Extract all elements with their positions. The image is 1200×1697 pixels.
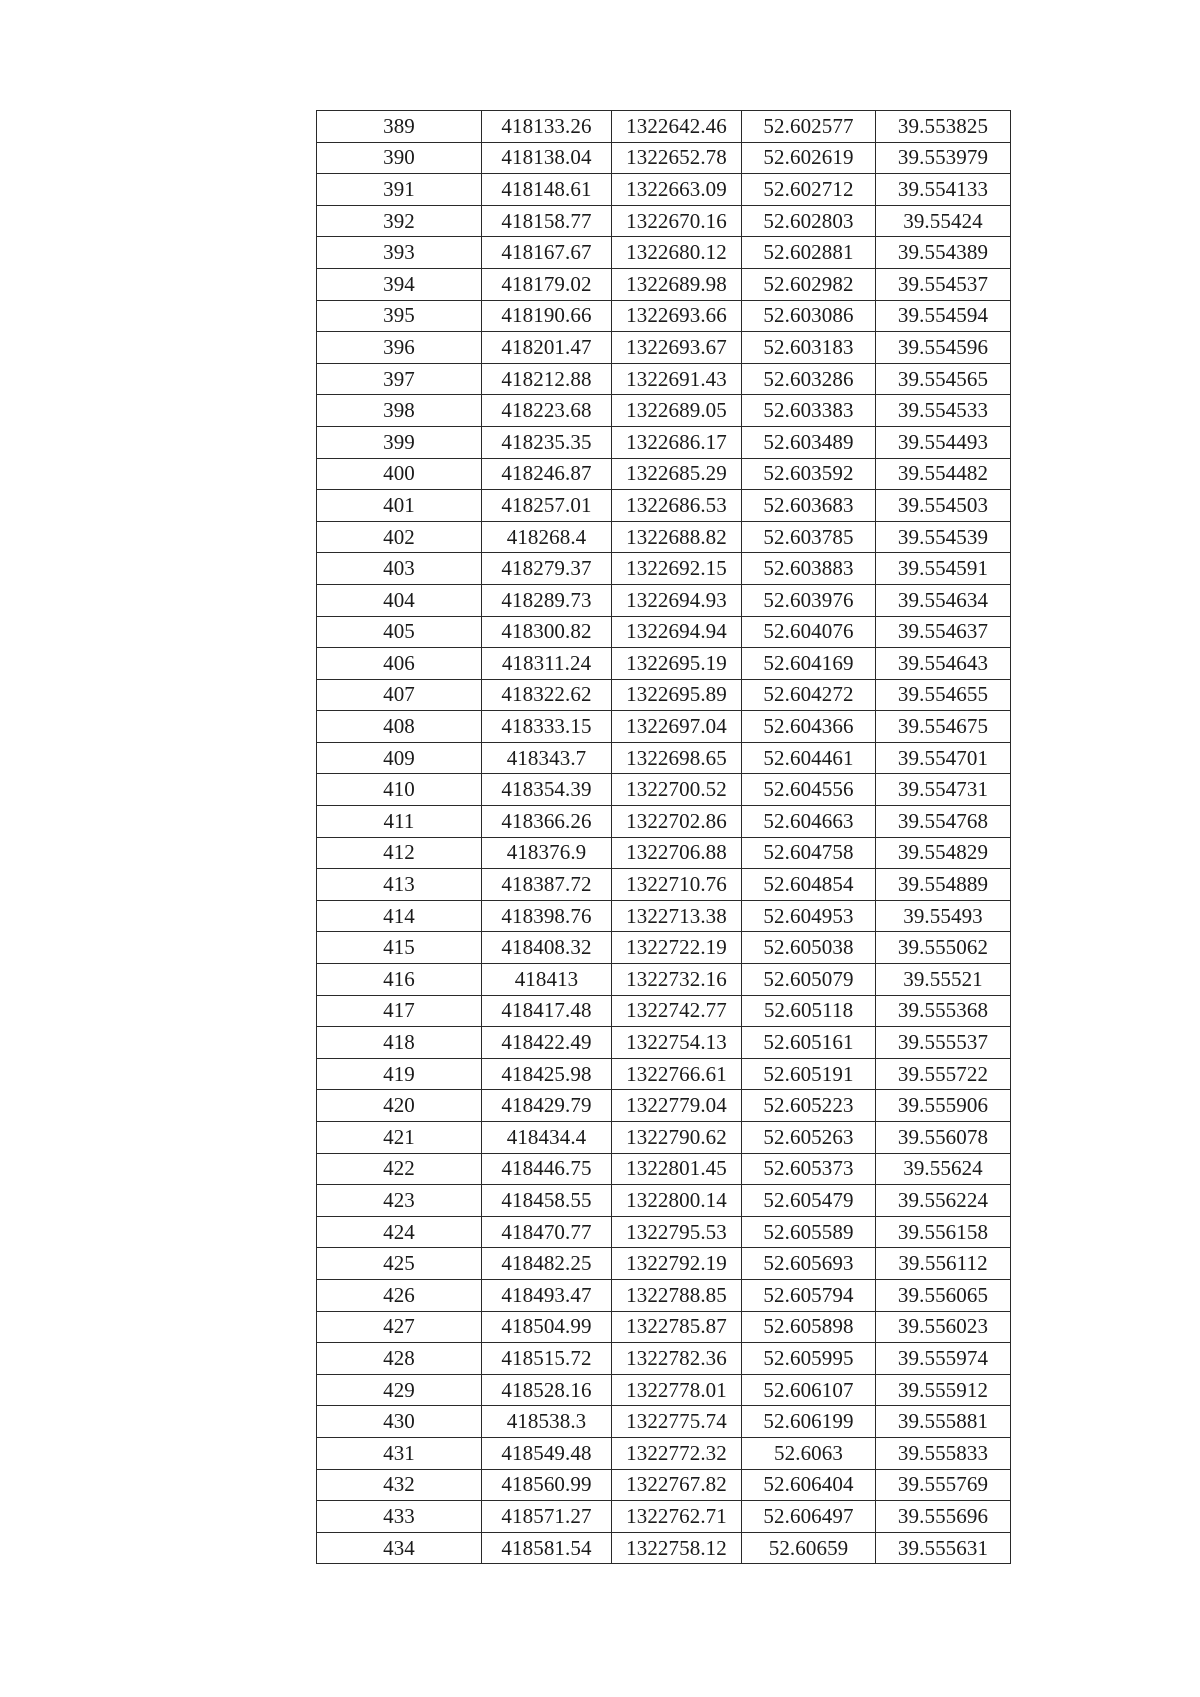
longitude-cell: 39.55424 — [876, 205, 1011, 237]
y-coordinate-cell: 1322697.04 — [612, 711, 742, 743]
longitude-cell: 39.554533 — [876, 395, 1011, 427]
y-coordinate-cell: 1322713.38 — [612, 900, 742, 932]
x-coordinate-cell: 418425.98 — [482, 1058, 612, 1090]
x-coordinate-cell: 418223.68 — [482, 395, 612, 427]
longitude-cell: 39.555912 — [876, 1374, 1011, 1406]
latitude-cell: 52.602982 — [742, 268, 876, 300]
longitude-cell: 39.556078 — [876, 1122, 1011, 1154]
latitude-cell: 52.604758 — [742, 837, 876, 869]
y-coordinate-cell: 1322695.19 — [612, 648, 742, 680]
x-coordinate-cell: 418246.87 — [482, 458, 612, 490]
y-coordinate-cell: 1322706.88 — [612, 837, 742, 869]
table-row — [317, 490, 1011, 522]
y-coordinate-cell: 1322698.65 — [612, 742, 742, 774]
y-coordinate-cell: 1322779.04 — [612, 1090, 742, 1122]
latitude-cell: 52.603183 — [742, 332, 876, 364]
latitude-cell: 52.603489 — [742, 426, 876, 458]
x-coordinate-cell: 418408.32 — [482, 932, 612, 964]
y-coordinate-cell: 1322710.76 — [612, 869, 742, 901]
y-coordinate-cell: 1322795.53 — [612, 1216, 742, 1248]
point-number-cell: 425 — [317, 1248, 482, 1280]
point-number-cell: 418 — [317, 1027, 482, 1059]
table-row — [317, 1437, 1011, 1469]
point-number-cell: 403 — [317, 553, 482, 585]
table-row — [317, 363, 1011, 395]
longitude-cell: 39.554637 — [876, 616, 1011, 648]
latitude-cell: 52.603383 — [742, 395, 876, 427]
longitude-cell: 39.55624 — [876, 1153, 1011, 1185]
table-row — [317, 1122, 1011, 1154]
y-coordinate-cell: 1322693.66 — [612, 300, 742, 332]
latitude-cell: 52.603883 — [742, 553, 876, 585]
longitude-cell: 39.554493 — [876, 426, 1011, 458]
table-row — [317, 711, 1011, 743]
table-row — [317, 268, 1011, 300]
point-number-cell: 434 — [317, 1532, 482, 1564]
table-row — [317, 426, 1011, 458]
point-number-cell: 426 — [317, 1279, 482, 1311]
point-number-cell: 416 — [317, 964, 482, 996]
latitude-cell: 52.605079 — [742, 964, 876, 996]
point-number-cell: 423 — [317, 1185, 482, 1217]
y-coordinate-cell: 1322689.98 — [612, 268, 742, 300]
table-row — [317, 806, 1011, 838]
table-row — [317, 237, 1011, 269]
latitude-cell: 52.606404 — [742, 1469, 876, 1501]
latitude-cell: 52.605898 — [742, 1311, 876, 1343]
x-coordinate-cell: 418387.72 — [482, 869, 612, 901]
longitude-cell: 39.554634 — [876, 584, 1011, 616]
y-coordinate-cell: 1322766.61 — [612, 1058, 742, 1090]
x-coordinate-cell: 418515.72 — [482, 1343, 612, 1375]
point-number-cell: 389 — [317, 111, 482, 143]
point-number-cell: 408 — [317, 711, 482, 743]
longitude-cell: 39.554482 — [876, 458, 1011, 490]
y-coordinate-cell: 1322722.19 — [612, 932, 742, 964]
y-coordinate-cell: 1322692.15 — [612, 553, 742, 585]
x-coordinate-cell: 418538.3 — [482, 1406, 612, 1438]
x-coordinate-cell: 418133.26 — [482, 111, 612, 143]
latitude-cell: 52.604366 — [742, 711, 876, 743]
point-number-cell: 395 — [317, 300, 482, 332]
longitude-cell: 39.554537 — [876, 268, 1011, 300]
x-coordinate-cell: 418190.66 — [482, 300, 612, 332]
y-coordinate-cell: 1322642.46 — [612, 111, 742, 143]
latitude-cell: 52.602803 — [742, 205, 876, 237]
x-coordinate-cell: 418422.49 — [482, 1027, 612, 1059]
y-coordinate-cell: 1322686.53 — [612, 490, 742, 522]
table-row — [317, 584, 1011, 616]
longitude-cell: 39.554133 — [876, 174, 1011, 206]
latitude-cell: 52.604169 — [742, 648, 876, 680]
latitude-cell: 52.605693 — [742, 1248, 876, 1280]
x-coordinate-cell: 418212.88 — [482, 363, 612, 395]
point-number-cell: 397 — [317, 363, 482, 395]
x-coordinate-cell: 418376.9 — [482, 837, 612, 869]
table-row — [317, 679, 1011, 711]
point-number-cell: 407 — [317, 679, 482, 711]
table-row — [317, 964, 1011, 996]
y-coordinate-cell: 1322702.86 — [612, 806, 742, 838]
longitude-cell: 39.556224 — [876, 1185, 1011, 1217]
y-coordinate-cell: 1322694.94 — [612, 616, 742, 648]
longitude-cell: 39.555769 — [876, 1469, 1011, 1501]
table-row — [317, 648, 1011, 680]
latitude-cell: 52.603592 — [742, 458, 876, 490]
y-coordinate-cell: 1322693.67 — [612, 332, 742, 364]
longitude-cell: 39.554596 — [876, 332, 1011, 364]
latitude-cell: 52.604272 — [742, 679, 876, 711]
table-row — [317, 1248, 1011, 1280]
table-row — [317, 742, 1011, 774]
longitude-cell: 39.553825 — [876, 111, 1011, 143]
x-coordinate-cell: 418470.77 — [482, 1216, 612, 1248]
y-coordinate-cell: 1322686.17 — [612, 426, 742, 458]
y-coordinate-cell: 1322732.16 — [612, 964, 742, 996]
x-coordinate-cell: 418434.4 — [482, 1122, 612, 1154]
table-row — [317, 837, 1011, 869]
x-coordinate-cell: 418413 — [482, 964, 612, 996]
y-coordinate-cell: 1322778.01 — [612, 1374, 742, 1406]
coordinates-table-body — [317, 111, 1011, 1564]
longitude-cell: 39.553979 — [876, 142, 1011, 174]
latitude-cell: 52.604663 — [742, 806, 876, 838]
table-row — [317, 1532, 1011, 1564]
table-row — [317, 616, 1011, 648]
table-row — [317, 900, 1011, 932]
point-number-cell: 420 — [317, 1090, 482, 1122]
point-number-cell: 419 — [317, 1058, 482, 1090]
table-row — [317, 1469, 1011, 1501]
latitude-cell: 52.606497 — [742, 1501, 876, 1533]
longitude-cell: 39.554829 — [876, 837, 1011, 869]
point-number-cell: 414 — [317, 900, 482, 932]
y-coordinate-cell: 1322775.74 — [612, 1406, 742, 1438]
latitude-cell: 52.604556 — [742, 774, 876, 806]
latitude-cell: 52.605794 — [742, 1279, 876, 1311]
latitude-cell: 52.606199 — [742, 1406, 876, 1438]
table-row — [317, 1501, 1011, 1533]
x-coordinate-cell: 418300.82 — [482, 616, 612, 648]
longitude-cell: 39.554594 — [876, 300, 1011, 332]
x-coordinate-cell: 418528.16 — [482, 1374, 612, 1406]
x-coordinate-cell: 418179.02 — [482, 268, 612, 300]
point-number-cell: 392 — [317, 205, 482, 237]
y-coordinate-cell: 1322663.09 — [612, 174, 742, 206]
latitude-cell: 52.602577 — [742, 111, 876, 143]
longitude-cell: 39.555696 — [876, 1501, 1011, 1533]
point-number-cell: 405 — [317, 616, 482, 648]
x-coordinate-cell: 418446.75 — [482, 1153, 612, 1185]
point-number-cell: 398 — [317, 395, 482, 427]
latitude-cell: 52.603683 — [742, 490, 876, 522]
point-number-cell: 433 — [317, 1501, 482, 1533]
point-number-cell: 391 — [317, 174, 482, 206]
y-coordinate-cell: 1322767.82 — [612, 1469, 742, 1501]
table-row — [317, 1185, 1011, 1217]
point-number-cell: 430 — [317, 1406, 482, 1438]
point-number-cell: 413 — [317, 869, 482, 901]
table-row — [317, 774, 1011, 806]
table-row — [317, 553, 1011, 585]
table-row — [317, 932, 1011, 964]
table-row — [317, 1279, 1011, 1311]
latitude-cell: 52.604953 — [742, 900, 876, 932]
y-coordinate-cell: 1322788.85 — [612, 1279, 742, 1311]
latitude-cell: 52.604854 — [742, 869, 876, 901]
y-coordinate-cell: 1322689.05 — [612, 395, 742, 427]
table-row — [317, 1343, 1011, 1375]
table-row — [317, 111, 1011, 143]
y-coordinate-cell: 1322691.43 — [612, 363, 742, 395]
x-coordinate-cell: 418257.01 — [482, 490, 612, 522]
table-row — [317, 300, 1011, 332]
y-coordinate-cell: 1322800.14 — [612, 1185, 742, 1217]
latitude-cell: 52.605479 — [742, 1185, 876, 1217]
x-coordinate-cell: 418289.73 — [482, 584, 612, 616]
y-coordinate-cell: 1322801.45 — [612, 1153, 742, 1185]
longitude-cell: 39.554731 — [876, 774, 1011, 806]
y-coordinate-cell: 1322790.62 — [612, 1122, 742, 1154]
latitude-cell: 52.603086 — [742, 300, 876, 332]
y-coordinate-cell: 1322772.32 — [612, 1437, 742, 1469]
longitude-cell: 39.555906 — [876, 1090, 1011, 1122]
y-coordinate-cell: 1322652.78 — [612, 142, 742, 174]
x-coordinate-cell: 418458.55 — [482, 1185, 612, 1217]
table-row — [317, 458, 1011, 490]
point-number-cell: 401 — [317, 490, 482, 522]
table-row — [317, 1090, 1011, 1122]
point-number-cell: 400 — [317, 458, 482, 490]
point-number-cell: 399 — [317, 426, 482, 458]
table-row — [317, 1058, 1011, 1090]
longitude-cell: 39.554565 — [876, 363, 1011, 395]
x-coordinate-cell: 418560.99 — [482, 1469, 612, 1501]
y-coordinate-cell: 1322695.89 — [612, 679, 742, 711]
x-coordinate-cell: 418235.35 — [482, 426, 612, 458]
longitude-cell: 39.556158 — [876, 1216, 1011, 1248]
x-coordinate-cell: 418333.15 — [482, 711, 612, 743]
x-coordinate-cell: 418417.48 — [482, 995, 612, 1027]
latitude-cell: 52.603976 — [742, 584, 876, 616]
x-coordinate-cell: 418148.61 — [482, 174, 612, 206]
longitude-cell: 39.554701 — [876, 742, 1011, 774]
longitude-cell: 39.554389 — [876, 237, 1011, 269]
y-coordinate-cell: 1322688.82 — [612, 521, 742, 553]
point-number-cell: 410 — [317, 774, 482, 806]
longitude-cell: 39.555062 — [876, 932, 1011, 964]
coordinates-table — [316, 110, 1011, 1564]
table-row — [317, 174, 1011, 206]
x-coordinate-cell: 418354.39 — [482, 774, 612, 806]
table-row — [317, 1027, 1011, 1059]
point-number-cell: 431 — [317, 1437, 482, 1469]
longitude-cell: 39.555833 — [876, 1437, 1011, 1469]
x-coordinate-cell: 418571.27 — [482, 1501, 612, 1533]
table-row — [317, 1311, 1011, 1343]
longitude-cell: 39.555368 — [876, 995, 1011, 1027]
latitude-cell: 52.605263 — [742, 1122, 876, 1154]
y-coordinate-cell: 1322670.16 — [612, 205, 742, 237]
point-number-cell: 409 — [317, 742, 482, 774]
x-coordinate-cell: 418482.25 — [482, 1248, 612, 1280]
y-coordinate-cell: 1322685.29 — [612, 458, 742, 490]
latitude-cell: 52.604076 — [742, 616, 876, 648]
latitude-cell: 52.603785 — [742, 521, 876, 553]
longitude-cell: 39.55521 — [876, 964, 1011, 996]
x-coordinate-cell: 418366.26 — [482, 806, 612, 838]
x-coordinate-cell: 418581.54 — [482, 1532, 612, 1564]
y-coordinate-cell: 1322742.77 — [612, 995, 742, 1027]
longitude-cell: 39.554503 — [876, 490, 1011, 522]
longitude-cell: 39.556065 — [876, 1279, 1011, 1311]
latitude-cell: 52.602619 — [742, 142, 876, 174]
longitude-cell: 39.554591 — [876, 553, 1011, 585]
x-coordinate-cell: 418138.04 — [482, 142, 612, 174]
table-row — [317, 869, 1011, 901]
point-number-cell: 412 — [317, 837, 482, 869]
point-number-cell: 427 — [317, 1311, 482, 1343]
latitude-cell: 52.6063 — [742, 1437, 876, 1469]
latitude-cell: 52.602712 — [742, 174, 876, 206]
x-coordinate-cell: 418343.7 — [482, 742, 612, 774]
latitude-cell: 52.60659 — [742, 1532, 876, 1564]
table-row — [317, 142, 1011, 174]
longitude-cell: 39.554539 — [876, 521, 1011, 553]
longitude-cell: 39.555722 — [876, 1058, 1011, 1090]
point-number-cell: 406 — [317, 648, 482, 680]
y-coordinate-cell: 1322782.36 — [612, 1343, 742, 1375]
latitude-cell: 52.605373 — [742, 1153, 876, 1185]
x-coordinate-cell: 418158.77 — [482, 205, 612, 237]
table-row — [317, 1406, 1011, 1438]
point-number-cell: 417 — [317, 995, 482, 1027]
point-number-cell: 415 — [317, 932, 482, 964]
latitude-cell: 52.602881 — [742, 237, 876, 269]
table-row — [317, 205, 1011, 237]
latitude-cell: 52.605589 — [742, 1216, 876, 1248]
y-coordinate-cell: 1322792.19 — [612, 1248, 742, 1280]
y-coordinate-cell: 1322762.71 — [612, 1501, 742, 1533]
point-number-cell: 390 — [317, 142, 482, 174]
x-coordinate-cell: 418493.47 — [482, 1279, 612, 1311]
point-number-cell: 429 — [317, 1374, 482, 1406]
longitude-cell: 39.555974 — [876, 1343, 1011, 1375]
point-number-cell: 422 — [317, 1153, 482, 1185]
longitude-cell: 39.554768 — [876, 806, 1011, 838]
x-coordinate-cell: 418279.37 — [482, 553, 612, 585]
longitude-cell: 39.556112 — [876, 1248, 1011, 1280]
table-row — [317, 1374, 1011, 1406]
table-row — [317, 995, 1011, 1027]
point-number-cell: 424 — [317, 1216, 482, 1248]
latitude-cell: 52.603286 — [742, 363, 876, 395]
longitude-cell: 39.556023 — [876, 1311, 1011, 1343]
table-row — [317, 332, 1011, 364]
x-coordinate-cell: 418167.67 — [482, 237, 612, 269]
latitude-cell: 52.605995 — [742, 1343, 876, 1375]
y-coordinate-cell: 1322785.87 — [612, 1311, 742, 1343]
y-coordinate-cell: 1322694.93 — [612, 584, 742, 616]
point-number-cell: 393 — [317, 237, 482, 269]
point-number-cell: 402 — [317, 521, 482, 553]
latitude-cell: 52.605223 — [742, 1090, 876, 1122]
x-coordinate-cell: 418268.4 — [482, 521, 612, 553]
latitude-cell: 52.605118 — [742, 995, 876, 1027]
point-number-cell: 396 — [317, 332, 482, 364]
table-row — [317, 521, 1011, 553]
x-coordinate-cell: 418504.99 — [482, 1311, 612, 1343]
x-coordinate-cell: 418311.24 — [482, 648, 612, 680]
y-coordinate-cell: 1322758.12 — [612, 1532, 742, 1564]
longitude-cell: 39.555881 — [876, 1406, 1011, 1438]
x-coordinate-cell: 418549.48 — [482, 1437, 612, 1469]
x-coordinate-cell: 418398.76 — [482, 900, 612, 932]
y-coordinate-cell: 1322754.13 — [612, 1027, 742, 1059]
longitude-cell: 39.554655 — [876, 679, 1011, 711]
x-coordinate-cell: 418322.62 — [482, 679, 612, 711]
latitude-cell: 52.606107 — [742, 1374, 876, 1406]
y-coordinate-cell: 1322680.12 — [612, 237, 742, 269]
point-number-cell: 411 — [317, 806, 482, 838]
point-number-cell: 404 — [317, 584, 482, 616]
y-coordinate-cell: 1322700.52 — [612, 774, 742, 806]
latitude-cell: 52.605191 — [742, 1058, 876, 1090]
x-coordinate-cell: 418201.47 — [482, 332, 612, 364]
table-row — [317, 1153, 1011, 1185]
longitude-cell: 39.554889 — [876, 869, 1011, 901]
longitude-cell: 39.554675 — [876, 711, 1011, 743]
point-number-cell: 421 — [317, 1122, 482, 1154]
longitude-cell: 39.555537 — [876, 1027, 1011, 1059]
longitude-cell: 39.555631 — [876, 1532, 1011, 1564]
table-row — [317, 1216, 1011, 1248]
x-coordinate-cell: 418429.79 — [482, 1090, 612, 1122]
latitude-cell: 52.604461 — [742, 742, 876, 774]
point-number-cell: 432 — [317, 1469, 482, 1501]
point-number-cell: 394 — [317, 268, 482, 300]
latitude-cell: 52.605161 — [742, 1027, 876, 1059]
longitude-cell: 39.554643 — [876, 648, 1011, 680]
longitude-cell: 39.55493 — [876, 900, 1011, 932]
table-row — [317, 395, 1011, 427]
latitude-cell: 52.605038 — [742, 932, 876, 964]
point-number-cell: 428 — [317, 1343, 482, 1375]
